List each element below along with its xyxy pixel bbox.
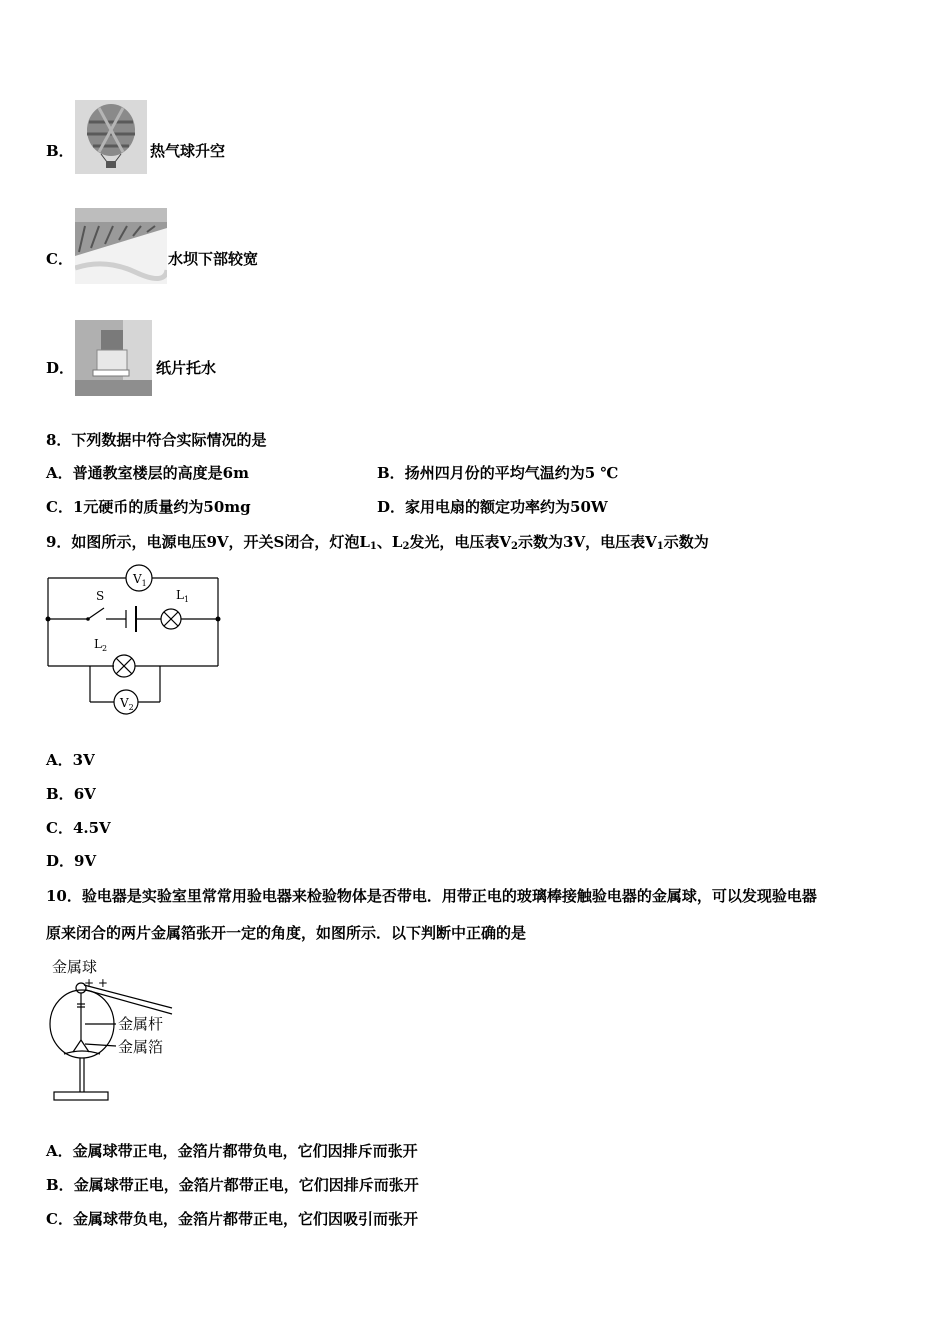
option-text: 3V <box>72 751 95 769</box>
option-text: 热气球升空 <box>150 142 226 160</box>
option-label: D． <box>377 498 406 516</box>
q9-option-d <box>46 850 96 871</box>
option-label: A． <box>46 1142 73 1160</box>
voltmeter-v1-label: $V_1$ <box>133 572 147 588</box>
option-label: C． <box>46 1210 73 1228</box>
option-text: 普通教室楼层的高度是6m <box>72 464 249 482</box>
question-stem-line1: 10．验电器是实验室里常常用验电器来检验物体是否带电．用带正电的玻璃棒接触验电器的金属球，可以发现验电器 <box>46 887 817 905</box>
option-text: 水坝下部较宽 <box>168 250 259 268</box>
metal-rod-label: 金属杆 <box>118 1015 164 1033</box>
option-label: C． <box>46 819 73 837</box>
voltmeter-v2-label: $V_2$ <box>120 696 134 712</box>
q9-option-a <box>46 749 95 770</box>
charge-signs: + + <box>84 976 108 990</box>
q8-option-d <box>377 496 608 517</box>
bulb-l2-label: $L_2$ <box>94 637 108 653</box>
hot-air-balloon-icon <box>75 100 147 174</box>
q9-option-c <box>46 817 111 838</box>
option-label: A． <box>46 464 73 482</box>
option-text: 纸片托水 <box>156 359 217 377</box>
option-text: 扬州四月份的平均气温约为5 ℃ <box>404 464 619 482</box>
question-stem: 8．下列数据中符合实际情况的是 <box>46 431 267 449</box>
q8-option-a <box>46 462 249 483</box>
option-label: B． <box>46 142 74 160</box>
option-text: 金属球带正电，金箔片都带负电，它们因排斥而张开 <box>72 1142 418 1160</box>
switch-s-label: S <box>96 589 105 603</box>
option-label: B． <box>46 785 74 803</box>
option-text: 4.5V <box>72 819 111 837</box>
q9-option-b <box>46 783 96 804</box>
option-text: 1元硬币的质量约为50mg <box>72 498 251 516</box>
question-stem-line2: 原来闭合的两片金属箔张开一定的角度，如图所示．以下判断中正确的是 <box>46 924 527 942</box>
metal-foil-label: 金属箔 <box>118 1038 164 1056</box>
option-text: 9V <box>74 852 97 870</box>
circuit-diagram <box>40 562 230 722</box>
option-text: 金属球带正电，金箔片都带正电，它们因排斥而张开 <box>73 1176 419 1194</box>
q10-option-c <box>46 1208 418 1229</box>
q10-option-b <box>46 1174 419 1195</box>
option-label: D． <box>46 852 75 870</box>
option-label: C． <box>46 498 73 516</box>
option-text: 6V <box>73 785 96 803</box>
q8-option-c <box>46 496 251 517</box>
option-label: A． <box>46 751 73 769</box>
bulb-l1-label: $L_1$ <box>176 588 190 604</box>
option-label: D． <box>46 359 75 377</box>
electroscope-diagram <box>44 952 184 1112</box>
option-label: B． <box>377 464 405 482</box>
metal-ball-label: 金属球 <box>52 958 98 976</box>
q10-option-a <box>46 1140 418 1161</box>
question-stem: 9．如图所示，电源电压9V，开关S闭合，灯泡$L_1$、$L_2$发光，电压表$V_2$示数为3V，电压表$V_1$示数为 <box>46 533 709 552</box>
dam-icon <box>75 208 167 284</box>
option-label: B． <box>46 1176 74 1194</box>
option-text: 家用电扇的额定功率约为50W <box>405 498 608 516</box>
option-label: C． <box>46 250 73 268</box>
paper-holding-water-icon <box>75 320 152 396</box>
option-text: 金属球带负电，金箔片都带正电，它们因吸引而张开 <box>72 1210 418 1228</box>
q8-option-b <box>377 462 618 483</box>
